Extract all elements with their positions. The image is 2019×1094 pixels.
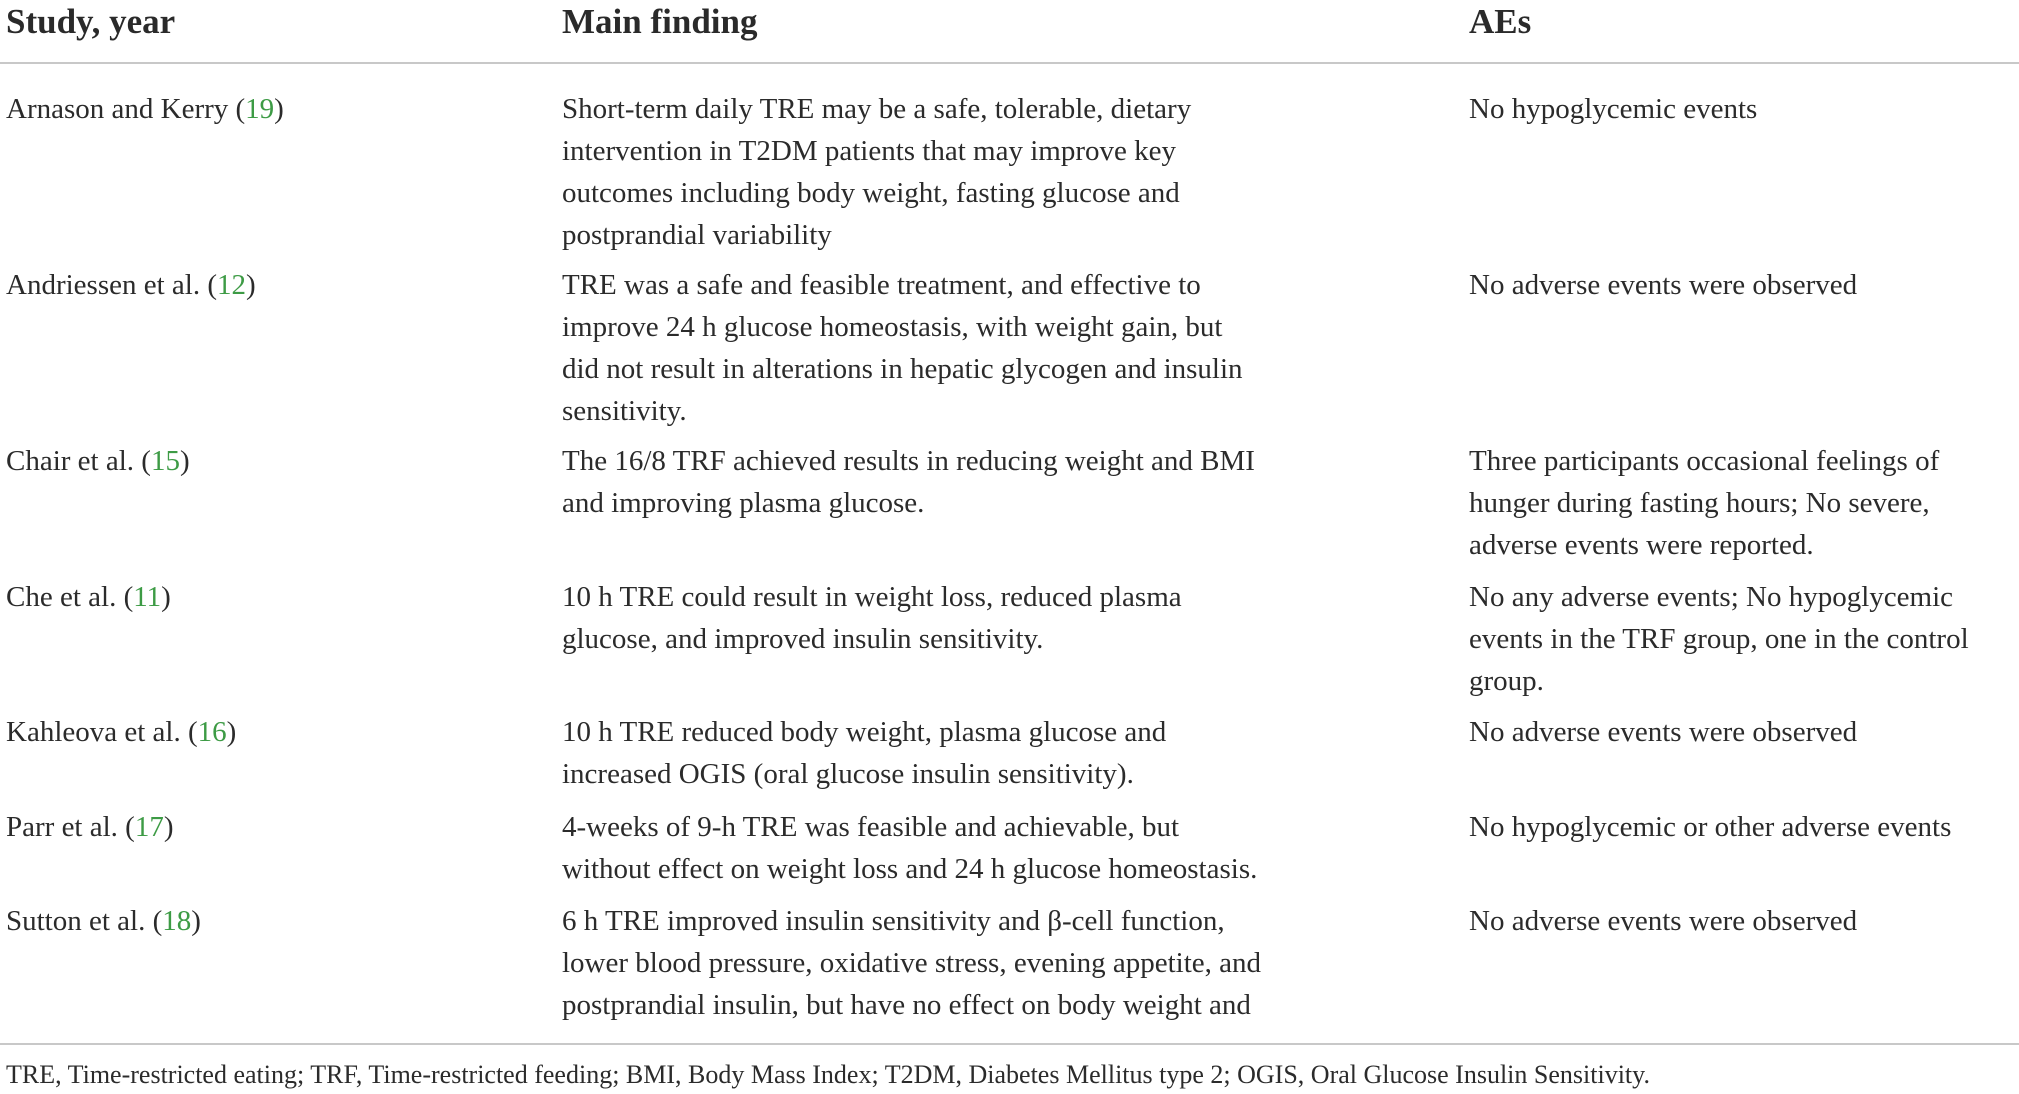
finding-line: 10 h TRE could result in weight loss, reduced plasma xyxy=(562,581,1182,613)
finding-line: increased OGIS (oral glucose insulin sensitivity). xyxy=(562,758,1134,790)
aes-line: hunger during fasting hours; No severe, xyxy=(1469,487,1930,519)
study-name: Chair et al. ( xyxy=(6,445,151,477)
aes-cell xyxy=(1469,264,2014,306)
study-name-close: ) xyxy=(161,581,171,613)
aes-cell xyxy=(1469,88,2014,130)
study-cell xyxy=(6,88,546,130)
study-cell xyxy=(6,264,546,306)
aes-cell xyxy=(1469,576,2014,702)
study-cell xyxy=(6,576,546,618)
finding-line: intervention in T2DM patients that may improve key xyxy=(562,135,1176,167)
reference-link[interactable]: 16 xyxy=(197,716,227,748)
study-name: Sutton et al. ( xyxy=(6,905,163,937)
finding-line: improve 24 h glucose homeostasis, with weight gain, but xyxy=(562,311,1223,343)
header-aes: AEs xyxy=(1469,2,1532,41)
footer-divider xyxy=(0,1043,2019,1045)
header-main-finding: Main finding xyxy=(562,2,758,41)
finding-line: 6 h TRE improved insulin sensitivity and β-cell function, xyxy=(562,905,1225,937)
study-name-close: ) xyxy=(179,445,190,477)
header-study: Study, year xyxy=(6,2,176,41)
finding-line: lower blood pressure, oxidative stress, evening appetite, and xyxy=(562,947,1262,979)
study-name-close: ) xyxy=(191,905,201,937)
study-name: Andriessen et al. ( xyxy=(6,269,217,301)
finding-cell xyxy=(562,806,1282,890)
study-cell xyxy=(6,806,546,848)
aes-line: No adverse events were observed xyxy=(1469,716,1858,748)
reference-link[interactable]: 17 xyxy=(134,811,164,843)
study-name-close: ) xyxy=(226,716,237,748)
aes-line: adverse events were reported. xyxy=(1469,529,1814,561)
finding-cell xyxy=(562,88,1282,256)
reference-link[interactable]: 18 xyxy=(162,905,192,937)
finding-line: 4-weeks of 9-h TRE was feasible and achievable, but xyxy=(562,811,1180,843)
finding-line: did not result in alterations in hepatic glycogen and insulin xyxy=(562,353,1243,385)
finding-line: without effect on weight loss and 24 h glucose homeostasis. xyxy=(562,853,1258,885)
table-footnote: TRE, Time-restricted eating; TRF, Time-restricted feeding; BMI, Body Mass Index; T2DM, Diabetes Mellitus type 2; OGIS, Oral Glucose Insulin Sensitivity. xyxy=(6,1060,1650,1089)
aes-cell xyxy=(1469,806,2014,848)
study-name-close: ) xyxy=(274,93,284,125)
finding-line: and improving plasma glucose. xyxy=(562,487,925,519)
study-name: Parr et al. ( xyxy=(6,811,135,843)
finding-cell xyxy=(562,440,1282,524)
study-name-close: ) xyxy=(246,269,256,301)
aes-line: No any adverse events; No hypoglycemic xyxy=(1469,581,1953,613)
study-name: Che et al. ( xyxy=(6,581,134,613)
finding-line: The 16/8 TRF achieved results in reducing weight and BMI xyxy=(562,445,1255,477)
finding-line: 10 h TRE reduced body weight, plasma glucose and xyxy=(562,716,1167,748)
aes-line: No adverse events were observed xyxy=(1469,269,1858,301)
study-name: Kahleova et al. ( xyxy=(6,716,198,748)
finding-cell xyxy=(562,576,1282,660)
finding-cell xyxy=(562,900,1282,1026)
finding-line: glucose, and improved insulin sensitivity. xyxy=(562,623,1044,655)
reference-link[interactable]: 19 xyxy=(245,93,275,125)
aes-line: events in the TRF group, one in the control xyxy=(1469,623,1969,655)
aes-line: No hypoglycemic or other adverse events xyxy=(1469,811,1952,843)
finding-line: sensitivity. xyxy=(562,395,687,427)
aes-line: group. xyxy=(1469,665,1544,697)
aes-line: No hypoglycemic events xyxy=(1469,93,1758,125)
reference-link[interactable]: 12 xyxy=(217,269,246,301)
aes-cell xyxy=(1469,711,2014,753)
table-header xyxy=(0,0,2019,62)
aes-cell xyxy=(1469,900,2014,942)
finding-cell xyxy=(562,711,1282,795)
aes-line: No adverse events were observed xyxy=(1469,905,1858,937)
study-cell xyxy=(6,440,546,482)
reference-link[interactable]: 15 xyxy=(150,445,180,477)
finding-line: TRE was a safe and feasible treatment, and effective to xyxy=(562,269,1201,301)
study-cell xyxy=(6,711,546,753)
finding-line: postprandial variability xyxy=(562,219,832,251)
finding-cell xyxy=(562,264,1282,432)
finding-line: postprandial insulin, but have no effect on body weight and xyxy=(562,989,1251,1021)
study-name-close: ) xyxy=(163,811,174,843)
aes-cell xyxy=(1469,440,2014,566)
finding-line: outcomes including body weight, fasting glucose and xyxy=(562,177,1180,209)
reference-link[interactable]: 11 xyxy=(133,581,162,613)
aes-line: Three participants occasional feelings of xyxy=(1469,445,1940,477)
study-cell xyxy=(6,900,546,942)
header-divider xyxy=(0,62,2019,64)
study-name: Arnason and Kerry ( xyxy=(6,93,246,125)
finding-line: Short-term daily TRE may be a safe, tolerable, dietary xyxy=(562,93,1192,125)
